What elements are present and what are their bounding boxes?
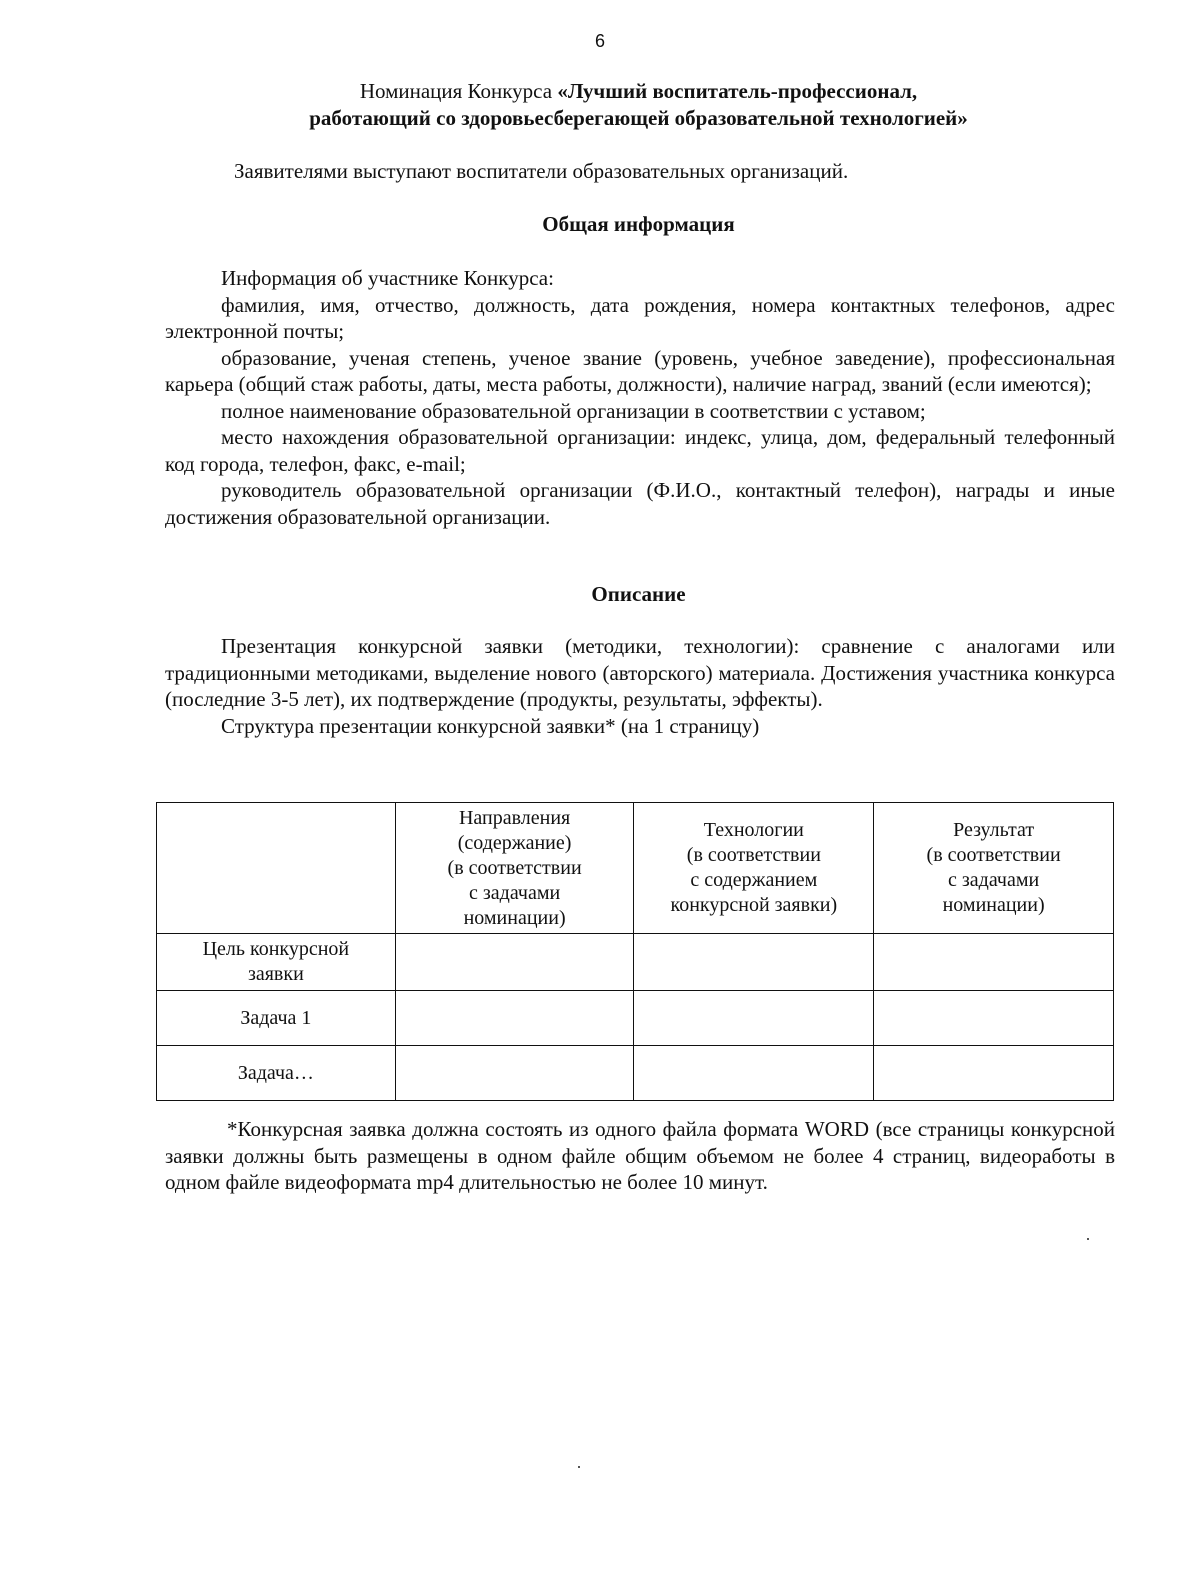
title-prefix: Номинация Конкурса xyxy=(359,79,558,103)
table-cell xyxy=(634,991,874,1046)
header-line: Технологии xyxy=(703,819,804,841)
structure-line: Структура презентации конкурсной заявки* (на 1 страницу) xyxy=(221,713,760,738)
table-header-result xyxy=(874,803,1114,934)
table-header-row xyxy=(157,803,1114,934)
general-info-section xyxy=(165,265,1115,530)
table-cell xyxy=(395,991,634,1046)
header-line: (в соответствии xyxy=(686,844,821,866)
table-cell xyxy=(874,934,1114,991)
header-line: конкурсной заявки) xyxy=(670,894,838,916)
header-line: с задачами xyxy=(948,869,1040,891)
general-info-heading: Общая информация xyxy=(542,212,735,236)
header-line: с задачами xyxy=(469,881,561,904)
table-cell xyxy=(634,1046,874,1101)
header-line: с содержанием xyxy=(690,869,818,891)
table-row xyxy=(157,991,1114,1046)
general-info-item: фамилия, имя, отчество, должность, дата рождения, номера контактных телефонов, адрес электронной почты; xyxy=(165,292,1115,343)
table-cell xyxy=(634,934,874,991)
general-info-item: руководитель образовательной организации (Ф.И.О., контактный телефон), награды и иные достижения образовательной организации. xyxy=(165,478,1115,529)
table-header-technologies xyxy=(634,803,874,934)
nomination-title xyxy=(160,78,1117,132)
row-label-line: Цель конкурсной xyxy=(202,938,350,960)
table-cell xyxy=(874,991,1114,1046)
general-info-item: место нахождения образовательной организации: индекс, улица, дом, федеральный телефонный код города, телефон, факс, e-mail; xyxy=(165,425,1115,476)
general-info-item: образование, ученая степень, ученое звание (уровень, учебное заведение), профессиональная карьера (общий стаж работы, даты, места работы, должности), наличие наград, званий (если имеются); xyxy=(165,345,1115,396)
page-number: 6 xyxy=(594,31,605,51)
table-cell xyxy=(395,1046,634,1101)
row-label-line: заявки xyxy=(247,963,304,985)
table-cell xyxy=(395,934,634,991)
description-heading: Описание xyxy=(591,582,686,606)
header-line: Направления xyxy=(458,806,571,829)
title-bold-line-2: работающий со здоровьесберегающей образовательной технологией» xyxy=(309,106,968,130)
footnote: *Конкурсная заявка должна состоять из одного файла формата WORD (все страницы конкурсной заявки должны быть размещены в одном файле общим объемом не более 4 страниц, видеоработы в одном файле видеоформата mp4 длительностью не более 10 минут. xyxy=(165,1117,1115,1194)
header-line: Результат xyxy=(953,819,1035,841)
table-row xyxy=(157,934,1114,991)
header-line: номинации) xyxy=(942,894,1045,916)
title-bold-line-1: «Лучший воспитатель-профессионал, xyxy=(557,79,918,103)
row-label-task-1: Задача 1 xyxy=(157,991,396,1046)
header-line: номинации) xyxy=(463,906,566,929)
header-line: (содержание) xyxy=(457,831,572,854)
general-info-lead: Информация об участнике Конкурса: xyxy=(221,266,554,290)
scan-speck xyxy=(578,1466,580,1468)
header-line: (в соответствии xyxy=(447,856,582,879)
table-cell xyxy=(874,1046,1114,1101)
table-header-corner xyxy=(157,803,396,934)
description-section xyxy=(165,633,1115,739)
row-label-goal xyxy=(157,934,396,991)
table-header-directions xyxy=(395,803,634,934)
table-row xyxy=(157,1046,1114,1101)
applicants-sentence: Заявителями выступают воспитатели образовательных организаций. xyxy=(234,159,849,183)
row-label-task-more: Задача… xyxy=(157,1046,396,1101)
general-info-item: полное наименование образовательной организации в соответствии с уставом; xyxy=(221,398,926,423)
header-line: (в соответствии xyxy=(926,844,1061,866)
description-paragraph: Презентация конкурсной заявки (методики, технологии): сравнение с аналогами или традиционными методиками, выделение нового (авторского) материала. Достижения участника конкурса (последние 3-5 лет), их подтверждение (продукты, результаты, эффекты). xyxy=(165,634,1115,711)
scan-speck xyxy=(1087,1238,1089,1240)
presentation-structure-table xyxy=(156,802,1114,1101)
